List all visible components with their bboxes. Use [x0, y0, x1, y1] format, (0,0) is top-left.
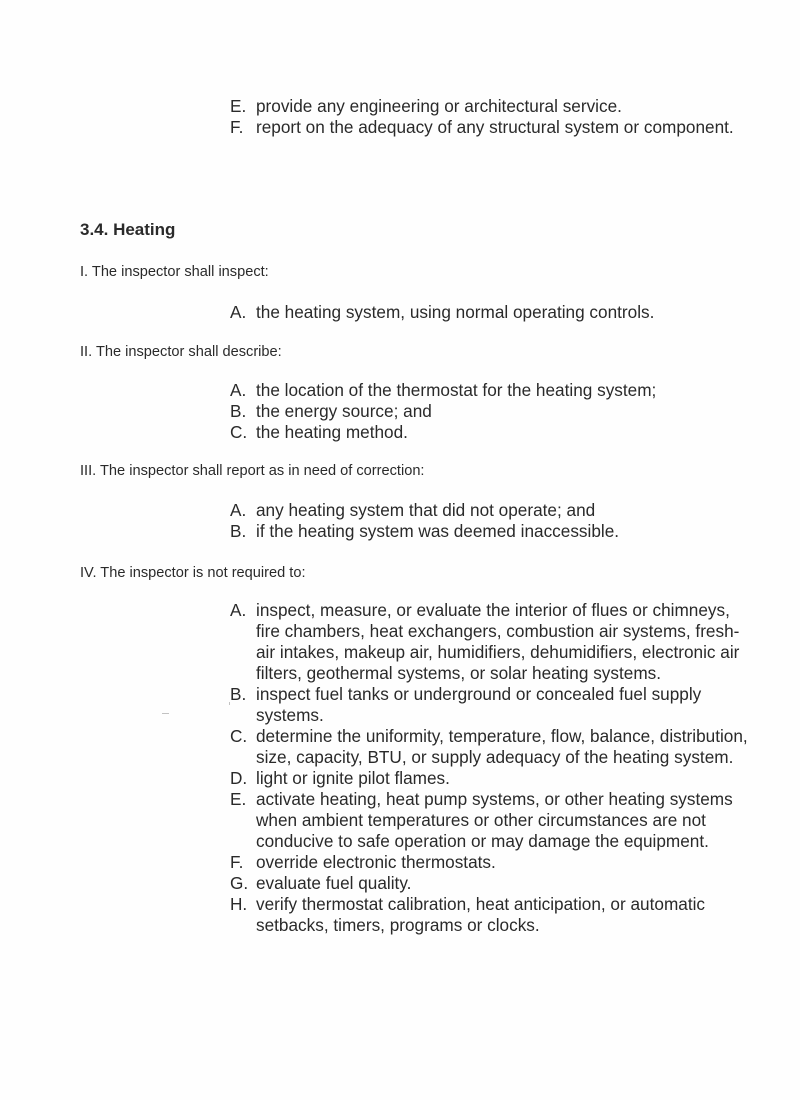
scan-speck: [162, 713, 169, 714]
list-item: [230, 302, 750, 323]
list-text: the heating system, using normal operating controls.: [256, 302, 655, 322]
part-list: [230, 302, 750, 323]
part-intro: IV. The inspector is not required to:: [80, 565, 306, 581]
list-item: [230, 852, 750, 873]
list-marker: H.: [230, 894, 248, 914]
list-marker: F.: [230, 117, 244, 137]
list-text: if the heating system was deemed inaccessible.: [256, 521, 620, 541]
list-item: [230, 894, 750, 936]
list-item: [230, 600, 750, 684]
list-marker: E.: [230, 789, 247, 809]
list-text: verify thermostat calibration, heat anticipation, or automatic setbacks, timers, programs or clocks.: [256, 894, 706, 935]
list-text: report on the adequacy of any structural system or component.: [256, 117, 734, 137]
list-text: the location of the thermostat for the heating system;: [256, 380, 657, 400]
list-marker: G.: [230, 873, 249, 893]
list-item: [230, 789, 750, 852]
part-intro: II. The inspector shall describe:: [80, 344, 282, 360]
list-text: evaluate fuel quality.: [256, 873, 412, 893]
list-text: override electronic thermostats.: [256, 852, 496, 872]
list-item: [230, 726, 750, 768]
section-title: 3.4. Heating: [80, 220, 176, 239]
list-marker: C.: [230, 422, 248, 442]
list-text: light or ignite pilot flames.: [256, 768, 450, 788]
list-item: [230, 401, 750, 422]
part-list: [230, 500, 750, 542]
list-text: inspect, measure, or evaluate the interior of flues or chimneys, fire chambers, heat exchangers, combustion air systems, fresh-air intakes, makeup air, humidifiers, dehumidifiers, electronic air filters, geothermal systems, or solar heating systems.: [256, 600, 740, 683]
list-item: [230, 380, 750, 401]
list-text: activate heating, heat pump systems, or other heating systems when ambient temperatures or other circumstances are not conducive to safe operation or may damage the equipment.: [256, 789, 733, 851]
part-intro: I. The inspector shall inspect:: [80, 264, 269, 280]
list-item: [230, 521, 750, 542]
list-marker: E.: [230, 96, 247, 116]
part-list: [230, 380, 750, 443]
list-text: determine the uniformity, temperature, flow, balance, distribution, size, capacity, BTU, or supply adequacy of the heating system.: [256, 726, 748, 767]
part-list: [230, 600, 750, 936]
list-item: [230, 96, 750, 117]
list-text: any heating system that did not operate; and: [256, 500, 596, 520]
list-text: inspect fuel tanks or underground or concealed fuel supply systems.: [256, 684, 702, 725]
list-marker: B.: [230, 401, 247, 421]
list-item: [230, 768, 750, 789]
continued-list: [230, 96, 750, 138]
list-marker: B.: [230, 684, 247, 704]
list-item: [230, 873, 750, 894]
list-marker: A.: [230, 600, 247, 620]
list-text: the heating method.: [256, 422, 408, 442]
list-marker: C.: [230, 726, 248, 746]
list-marker: B.: [230, 521, 247, 541]
list-item: [230, 500, 750, 521]
list-text: the energy source; and: [256, 401, 432, 421]
list-marker: D.: [230, 768, 248, 788]
list-item: [230, 117, 750, 138]
scan-speck: [229, 702, 230, 705]
list-text: provide any engineering or architectural service.: [256, 96, 622, 116]
list-item: [230, 684, 750, 726]
list-marker: A.: [230, 302, 247, 322]
list-marker: A.: [230, 380, 247, 400]
list-marker: F.: [230, 852, 244, 872]
list-item: [230, 422, 750, 443]
list-marker: A.: [230, 500, 247, 520]
part-intro: III. The inspector shall report as in need of correction:: [80, 463, 425, 479]
